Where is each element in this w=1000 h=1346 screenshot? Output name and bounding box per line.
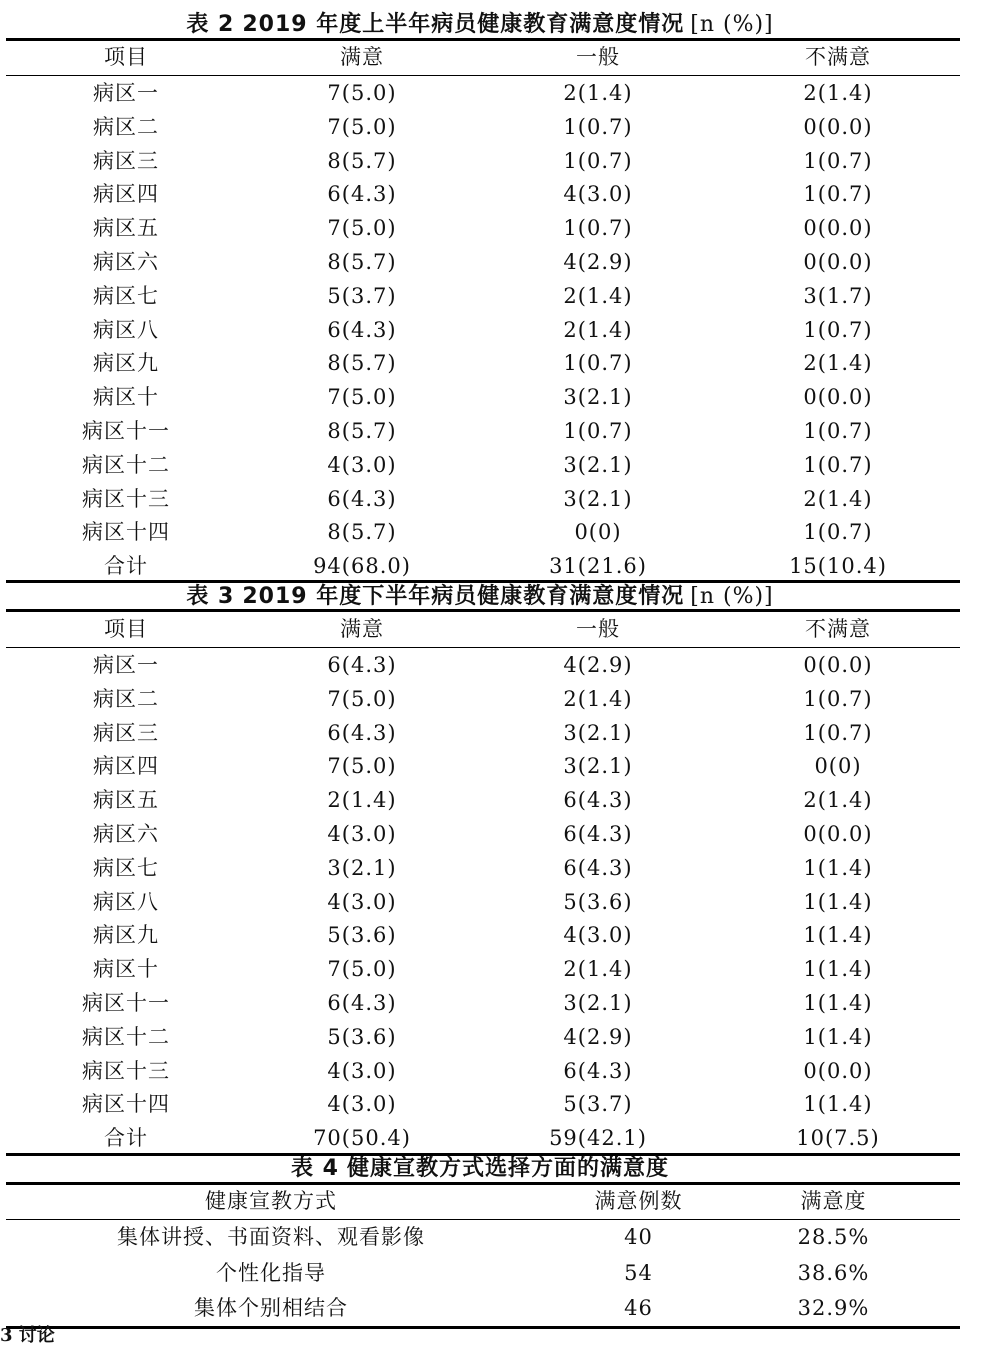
table2-cell: 2(1.4) [563,283,633,308]
table2-cell: 8(5.7) [327,351,397,376]
table3-row [6,648,960,682]
table3-cell: 6(4.3) [563,822,633,846]
table3-cell: 59(42.1) [549,1126,647,1151]
table4-caption: 健康宣教方式选择方面的满意度 [346,1156,669,1181]
section-heading: 3 讨论 [0,1325,55,1346]
table4-title [0,1156,960,1182]
table3-cell: 6(4.3) [563,855,633,880]
table3-header-cell: 项目 [104,617,148,641]
table2-cell: 3(2.1) [563,486,633,511]
table2-bottom-rule [6,580,960,583]
table3-cell: 病区九 [93,923,159,948]
table3-cell: 4(3.0) [327,822,397,846]
table3-row [6,1121,960,1155]
table3-cell: 70(50.4) [313,1126,411,1151]
table2-row [6,414,960,448]
table2-caption: 2019 年度上半年病员健康教育满意度情况 [242,12,685,37]
table2-cell: 3(2.1) [563,452,633,477]
table2-cell: 3(2.1) [563,385,633,410]
table2-row [6,245,960,279]
table3-cell: 7(5.0) [327,686,397,711]
table3-cell: 病区十一 [82,991,170,1015]
table3-cell: 病区三 [93,720,159,745]
table3-cell: 1(0.7) [803,720,873,745]
table3-cell: 10(7.5) [796,1126,880,1151]
table3-cell: 6(4.3) [563,788,633,813]
table4-row [6,1291,960,1325]
table3-label: 表 3 [186,584,235,609]
table3-row [6,716,960,750]
table2-cell: 15(10.4) [789,554,887,579]
table3-row [6,817,960,851]
table2-cell: 病区十一 [82,419,170,443]
table3-cell: 1(1.4) [803,923,873,948]
table3-row [6,851,960,885]
table3-cell: 病区四 [93,754,159,779]
table4-header-cell: 满意度 [800,1189,867,1213]
table2-header-cell: 一般 [576,45,620,69]
table3-cell: 7(5.0) [327,957,397,982]
table2-cell: 8(5.7) [327,419,397,443]
table2-row [6,177,960,211]
table2-row [6,515,960,549]
table3-row [6,986,960,1020]
table2-cell: 1(0.7) [563,114,633,139]
table3-cell: 0(0) [814,754,862,779]
table4-cell: 32.9% [797,1296,870,1320]
table3-cell: 1(1.4) [803,991,873,1015]
table3-cell: 7(5.0) [327,754,397,779]
table2-row [6,448,960,482]
table3-cell: 4(3.0) [563,923,633,948]
table3-cell: 病区十 [93,957,159,982]
table3-header-cell: 不满意 [805,617,871,641]
table2-cell: 1(0.7) [563,419,633,443]
table3-cell: 病区六 [93,822,159,846]
table2-cell: 2(1.4) [803,81,873,105]
table3-cell: 0(0.0) [803,1058,873,1083]
table2-cell: 8(5.7) [327,148,397,173]
table2-cell: 4(2.9) [563,250,633,274]
table2-row [6,482,960,516]
table3-row [6,952,960,986]
table2-cell: 7(5.0) [327,81,397,105]
table2-cell: 3(1.7) [803,283,873,308]
table2-cell: 病区六 [93,250,159,274]
table2-cell: 病区一 [93,81,159,105]
table3-cell: 病区二 [93,686,159,711]
table2-title [0,12,960,38]
table3-cell: 4(3.0) [327,889,397,914]
table2-cell: 5(3.7) [327,283,397,308]
table2-row [6,211,960,245]
table2-cell: 病区十四 [82,520,170,545]
table3-cell: 5(3.6) [327,1024,397,1049]
table3-cell: 3(2.1) [563,991,633,1015]
table2-cell: 1(0.7) [563,216,633,241]
table2-cell: 0(0.0) [803,250,873,274]
table2-cell: 2(1.4) [563,317,633,342]
table2-cell: 0(0.0) [803,114,873,139]
table3-cell: 2(1.4) [327,788,397,813]
table2-cell: 1(0.7) [803,452,873,477]
table2-cell: 病区十三 [82,486,170,511]
table3-unit: [n (%)] [690,584,774,609]
table2-cell: 8(5.7) [327,250,397,274]
table3-cell: 4(2.9) [563,653,633,677]
table2-cell: 1(0.7) [563,148,633,173]
table3-cell: 病区一 [93,653,159,677]
table3-cell: 6(4.3) [327,991,397,1015]
table3-cell: 2(1.4) [563,686,633,711]
table3-cell: 病区八 [93,889,159,914]
table2-cell: 2(1.4) [563,81,633,105]
table2-cell: 1(0.7) [563,351,633,376]
table2-cell: 4(3.0) [563,182,633,207]
table3-cell: 1(1.4) [803,957,873,982]
table4-row [6,1220,960,1254]
table2-row [6,313,960,347]
table3-cell: 1(1.4) [803,889,873,914]
table3-row [6,1020,960,1054]
table4-cell: 个性化指导 [216,1260,326,1285]
table3-cell: 6(4.3) [563,1058,633,1083]
table3-cell: 1(0.7) [803,686,873,711]
table3-cell: 5(3.6) [563,889,633,914]
table3-cell: 2(1.4) [563,957,633,982]
table2-cell: 31(21.6) [549,554,647,579]
table3-cell: 3(2.1) [563,720,633,745]
table4-cell: 集体个别相结合 [194,1296,348,1320]
table3-cell: 病区十四 [82,1092,170,1117]
table3-cell: 6(4.3) [327,653,397,677]
table3-title [0,584,960,610]
table3-cell: 3(2.1) [563,754,633,779]
table3-row [6,885,960,919]
table3-cell: 0(0.0) [803,822,873,846]
table2-cell: 1(0.7) [803,182,873,207]
table2-cell: 病区十二 [82,452,170,477]
table2-cell: 6(4.3) [327,317,397,342]
table4-cell: 46 [624,1296,653,1320]
table4-cell: 28.5% [797,1225,870,1249]
table2-header-cell: 满意 [340,45,384,69]
table2-cell: 合计 [104,554,148,579]
table2-cell: 病区三 [93,148,159,173]
table2-row [6,76,960,110]
table3-cell: 5(3.7) [563,1092,633,1117]
table3-row [6,918,960,952]
table3-row [6,1087,960,1121]
table2-cell: 7(5.0) [327,216,397,241]
table2-cell: 7(5.0) [327,114,397,139]
table2-row [6,549,960,583]
table2-cell: 1(0.7) [803,148,873,173]
table3-row [6,682,960,716]
table2-cell: 0(0.0) [803,216,873,241]
table3-cell: 1(1.4) [803,1092,873,1117]
table2-cell: 1(0.7) [803,317,873,342]
table2-cell: 病区十 [93,385,159,410]
table3-row [6,1054,960,1088]
table4-header-cell: 满意例数 [594,1189,683,1213]
table4-cell: 38.6% [797,1260,870,1285]
table2-label: 表 2 [186,12,235,37]
table3-cell: 6(4.3) [327,720,397,745]
table3-cell: 1(1.4) [803,1024,873,1049]
table3-caption: 2019 年度下半年病员健康教育满意度情况 [242,584,685,609]
table2-cell: 4(3.0) [327,452,397,477]
table4-label: 表 4 [291,1156,339,1181]
table4-row [6,1256,960,1290]
table3-cell: 病区十三 [82,1058,170,1083]
table2-cell: 7(5.0) [327,385,397,410]
table3-header-row [6,612,960,646]
table4-header-cell: 健康宣教方式 [205,1189,337,1213]
table3-cell: 4(3.0) [327,1058,397,1083]
table3-cell: 2(1.4) [803,788,873,813]
table2-row [6,110,960,144]
table2-cell: 病区七 [93,283,159,308]
table2-cell: 1(0.7) [803,520,873,545]
table2-cell: 6(4.3) [327,486,397,511]
table2-cell: 94(68.0) [313,554,411,579]
table2-row [6,346,960,380]
table3-row [6,783,960,817]
table2-cell: 0(0.0) [803,385,873,410]
table2-cell: 6(4.3) [327,182,397,207]
table3-header-cell: 一般 [576,617,620,641]
table2-cell: 0(0) [574,520,622,545]
table2-cell: 病区八 [93,317,159,342]
table3-cell: 病区十二 [82,1024,170,1049]
table2-cell: 病区二 [93,114,159,139]
table2-cell: 2(1.4) [803,486,873,511]
table2-cell: 8(5.7) [327,520,397,545]
table2-row [6,144,960,178]
table2-header-cell: 不满意 [805,45,871,69]
table3-cell: 5(3.6) [327,923,397,948]
table2-row [6,279,960,313]
table4-cell: 54 [624,1260,653,1285]
table4-bottom-rule [6,1326,960,1329]
table2-cell: 病区四 [93,182,159,207]
table4-cell: 40 [624,1225,653,1249]
table4-cell: 集体讲授、书面资料、观看影像 [117,1225,425,1249]
table2-header-row [6,40,960,74]
table3-header-cell: 满意 [340,617,384,641]
table3-cell: 病区七 [93,855,159,880]
table2-row [6,380,960,414]
table2-unit: [n (%)] [690,12,774,37]
table3-cell: 病区五 [93,788,159,813]
table2-cell: 病区九 [93,351,159,376]
table3-row [6,749,960,783]
table3-cell: 3(2.1) [327,855,397,880]
table3-cell: 0(0.0) [803,653,873,677]
table3-cell: 4(3.0) [327,1092,397,1117]
table3-cell: 合计 [104,1126,148,1151]
table2-cell: 1(0.7) [803,419,873,443]
table2-header-cell: 项目 [104,45,148,69]
table3-cell: 1(1.4) [803,855,873,880]
table4-header-row [6,1184,960,1218]
table2-cell: 2(1.4) [803,351,873,376]
table3-cell: 4(2.9) [563,1024,633,1049]
table2-cell: 病区五 [93,216,159,241]
